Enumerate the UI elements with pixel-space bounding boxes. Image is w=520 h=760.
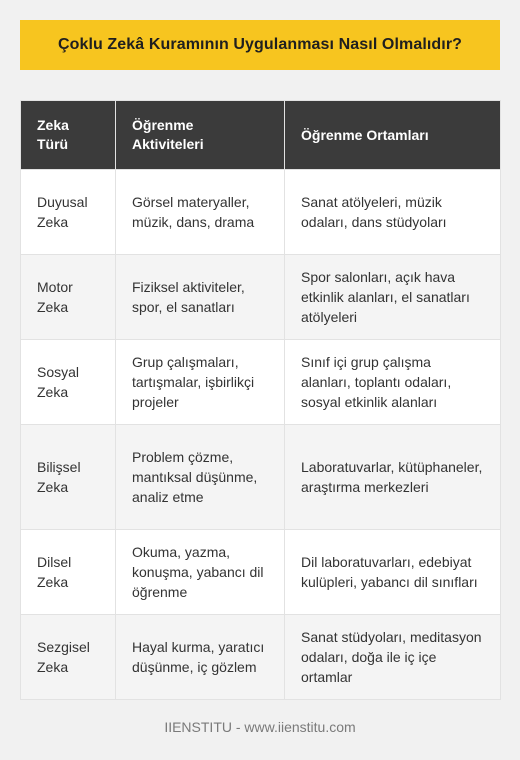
cell-zeka-turu: Dilsel Zeka xyxy=(21,530,116,615)
table-header-row xyxy=(21,101,501,170)
page-title: Çoklu Zekâ Kuramının Uygulanması Nasıl Olmalıdır? xyxy=(20,20,500,70)
cell-ortamlar: Sanat atölyeleri, müzik odaları, dans stüdyoları xyxy=(285,170,501,255)
cell-zeka-turu: Sosyal Zeka xyxy=(21,340,116,425)
header-ogrenme-ortamlari: Öğrenme Ortamları xyxy=(285,101,501,170)
cell-ortamlar: Laboratuvarlar, kütüphaneler, araştırma merkezleri xyxy=(285,425,501,530)
table-row xyxy=(21,340,501,425)
cell-ortamlar: Sanat stüdyoları, meditasyon odaları, doğa ile iç içe ortamlar xyxy=(285,615,501,700)
intelligence-table xyxy=(20,100,501,700)
header-ogrenme-aktiviteleri: Öğrenme Aktiviteleri xyxy=(116,101,285,170)
cell-zeka-turu: Bilişsel Zeka xyxy=(21,425,116,530)
cell-zeka-turu: Sezgisel Zeka xyxy=(21,615,116,700)
cell-zeka-turu: Duyusal Zeka xyxy=(21,170,116,255)
cell-ortamlar: Spor salonları, açık hava etkinlik alanları, el sanatları atölyeleri xyxy=(285,255,501,340)
table-row xyxy=(21,255,501,340)
table-row xyxy=(21,615,501,700)
cell-aktiviteler: Hayal kurma, yaratıcı düşünme, iç gözlem xyxy=(116,615,285,700)
cell-aktiviteler: Problem çözme, mantıksal düşünme, analiz etme xyxy=(116,425,285,530)
cell-zeka-turu: Motor Zeka xyxy=(21,255,116,340)
footer-credit: IIENSTITU - www.iienstitu.com xyxy=(164,719,356,735)
cell-aktiviteler: Grup çalışmaları, tartışmalar, işbirlikçi projeler xyxy=(116,340,285,425)
table-row xyxy=(21,425,501,530)
table-row xyxy=(21,170,501,255)
cell-ortamlar: Dil laboratuvarları, edebiyat kulüpleri, yabancı dil sınıfları xyxy=(285,530,501,615)
intelligence-table-container xyxy=(20,100,500,700)
cell-aktiviteler: Fiziksel aktiviteler, spor, el sanatları xyxy=(116,255,285,340)
cell-aktiviteler: Görsel materyaller, müzik, dans, drama xyxy=(116,170,285,255)
cell-ortamlar: Sınıf içi grup çalışma alanları, toplantı odaları, sosyal etkinlik alanları xyxy=(285,340,501,425)
cell-aktiviteler: Okuma, yazma, konuşma, yabancı dil öğrenme xyxy=(116,530,285,615)
table-row xyxy=(21,530,501,615)
header-zeka-turu: Zeka Türü xyxy=(21,101,116,170)
